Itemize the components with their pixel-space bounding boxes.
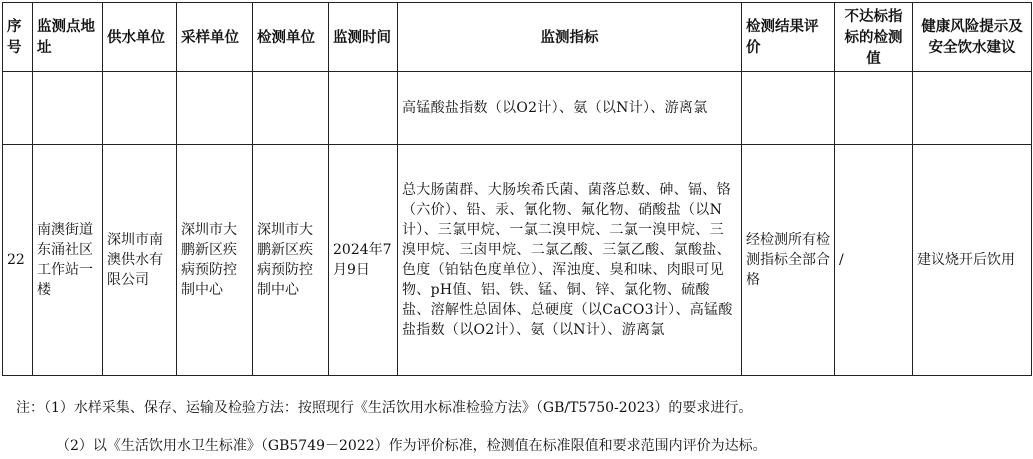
cell-empty (3, 72, 33, 145)
cell-empty (103, 72, 177, 145)
header-time: 监测时间 (329, 3, 398, 72)
cell-testing: 深圳市大鹏新区疾病预防控制中心 (253, 145, 329, 376)
cell-time: 2024年7月9日 (329, 145, 398, 376)
cell-result: 经检测所有检测指标全部合格 (742, 145, 835, 376)
cell-seq: 22 (3, 145, 33, 376)
cell-sampling: 深圳市大鹏新区疾病预防控制中心 (177, 145, 253, 376)
cell-empty (913, 72, 1032, 145)
cell-empty (33, 72, 103, 145)
cell-advice: 建议烧开后饮用 (913, 145, 1032, 376)
header-result: 检测结果评价 (742, 3, 835, 72)
cell-site: 南澳街道东涌社区工作站一楼 (33, 145, 103, 376)
table-row (3, 145, 1032, 376)
note-2: （2）以《生活饮用水卫生标准》（GB5749－2022）作为评价标准，检测值在标准限值和要求范围内评价为达标。 (56, 438, 767, 454)
cell-indicators: 高锰酸盐指数（以O2计）、氨（以N计）、游离氯 (398, 72, 742, 145)
cell-empty (177, 72, 253, 145)
cell-indicators: 总大肠菌群、大肠埃希氏菌、菌落总数、砷、镉、铬（六价）、铅、汞、氰化物、氟化物、硝酸盐（以N计）、三氯甲烷、一氯二溴甲烷、二氯一溴甲烷、三溴甲烷、三卤甲烷、二氯乙酸、三氯乙酸、氯酸盐、色度（铂钴色度单位）、浑浊度、臭和味、肉眼可见物、pH值、铝、铁、锰、铜、锌、氯化物、硫酸盐、溶解性总固体、总硬度（以CaCO3计）、高锰酸盐指数（以O2计）、氨（以N计）、游离氯 (398, 145, 742, 376)
note-1: 注：（1）水样采集、保存、运输及检验方法：按照现行《生活饮用水标准检验方法》（GB/T5750-2023）的要求进行。 (16, 400, 753, 416)
cell-unqualified: / (835, 145, 913, 376)
header-unqualified: 不达标指标的检测值 (835, 3, 913, 72)
cell-empty (835, 72, 913, 145)
cell-empty (742, 72, 835, 145)
cell-empty (253, 72, 329, 145)
table-row-continued (3, 72, 1032, 145)
notes (16, 398, 767, 454)
header-indicators: 监测指标 (398, 3, 742, 72)
header-site: 监测点地址 (33, 3, 103, 72)
header-supplier: 供水单位 (103, 3, 177, 72)
header-seq: 序号 (3, 3, 33, 72)
cell-supplier: 深圳市南澳供水有限公司 (103, 145, 177, 376)
header-sampling: 采样单位 (177, 3, 253, 72)
cell-empty (329, 72, 398, 145)
water-quality-table (2, 2, 1032, 376)
header-testing: 检测单位 (253, 3, 329, 72)
header-advice: 健康风险提示及安全饮水建议 (913, 3, 1032, 72)
header-row (3, 3, 1032, 72)
